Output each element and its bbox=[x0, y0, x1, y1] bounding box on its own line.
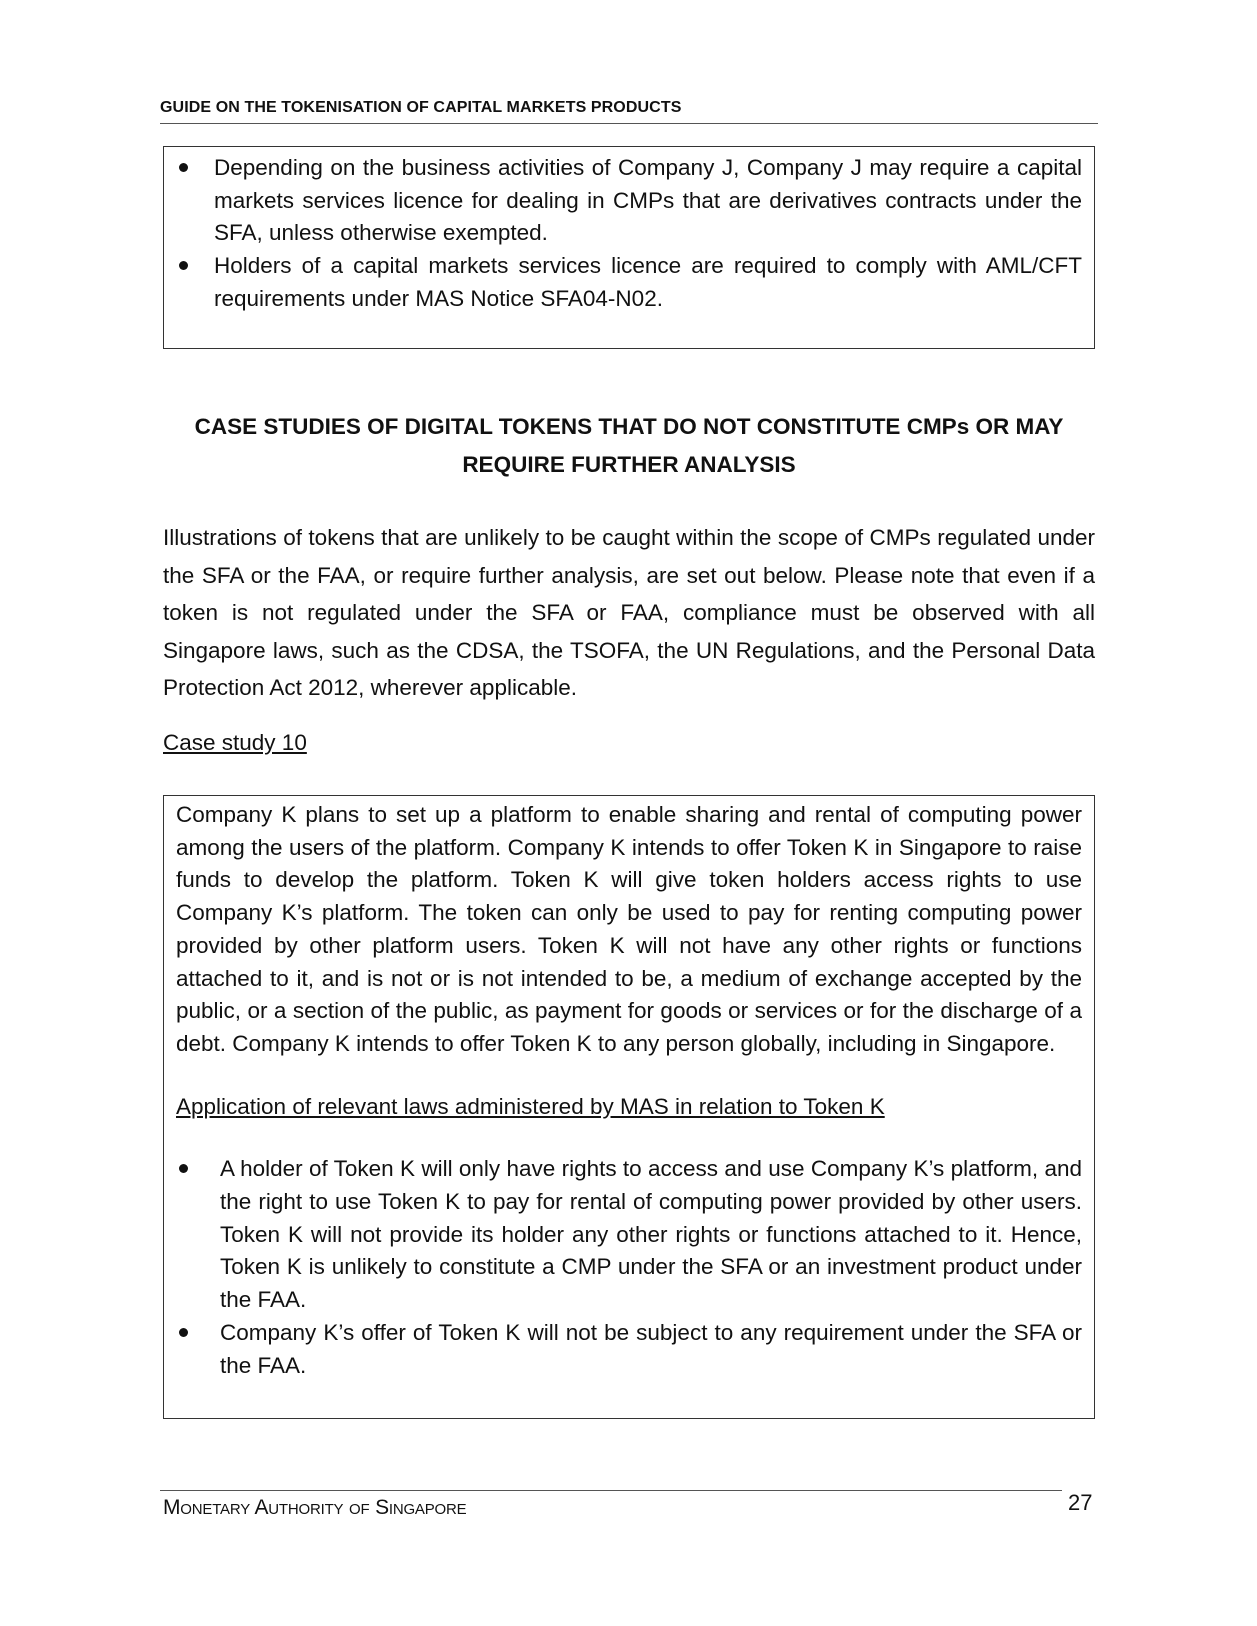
section-heading-line-2: REQUIRE FURTHER ANALYSIS bbox=[462, 452, 796, 477]
list-item-text: Company K’s offer of Token K will not be subject to any requirement under the SFA or the FAA. bbox=[220, 1319, 1082, 1378]
list-item-text: Depending on the business activities of Company J, Company J may require a capital markets services licence for dealing in CMPs that are derivatives contracts under the SFA, unless otherwise exempted. bbox=[214, 155, 1082, 246]
list-item bbox=[176, 1153, 1082, 1317]
case-study-10-box bbox=[163, 795, 1095, 1419]
bullet-icon bbox=[179, 163, 188, 172]
list-item bbox=[176, 1317, 1082, 1382]
bullet-icon bbox=[179, 1328, 188, 1337]
case-study-label: Case study 10 bbox=[163, 730, 307, 755]
header-divider bbox=[160, 123, 1098, 124]
company-j-requirements-box bbox=[163, 146, 1095, 349]
footer-organization: Monetary Authority of Singapore bbox=[163, 1496, 467, 1519]
list-item bbox=[176, 250, 1082, 315]
token-k-bullet-list bbox=[176, 1153, 1082, 1382]
case-study-description: Company K plans to set up a platform to enable sharing and rental of computing power among the users of the platform. Company K intends to offer Token K in Singapore to raise funds to develop the platform. Token K will give token holders access rights to use Company K’s platform. The token can only be used to pay for renting computing power provided by other platform users. Token K will not have any other rights or functions attached to it, and is not or is not intended to be, a medium of exchange accepted by the public, or a section of the public, as payment for goods or services or for the discharge of a debt. Company K intends to offer Token K to any person globally, including in Singapore. bbox=[176, 802, 1082, 1056]
application-heading: Application of relevant laws administered by MAS in relation to Token K bbox=[176, 1093, 885, 1119]
page-number: 27 bbox=[1068, 1490, 1093, 1515]
section-heading bbox=[163, 408, 1095, 484]
list-item bbox=[176, 152, 1082, 250]
company-j-bullet-list bbox=[176, 152, 1082, 316]
intro-paragraph: Illustrations of tokens that are unlikely to be caught within the scope of CMPs regulated under the SFA or the FAA, or require further analysis, are set out below. Please note that even if a token is not regulated under the SFA or FAA, compliance must be observed with all Singapore laws, such as the CDSA, the TSOFA, the UN Regulations, and the Personal Data Protection Act 2012, wherever applicable. bbox=[163, 525, 1095, 700]
list-item-text: A holder of Token K will only have rights to access and use Company K’s platform, and the right to use Token K to pay for rental of computing power provided by other users. Token K will not provide its holder any other rights or functions attached to it. Hence, Token K is unlikely to constitute a CMP under the SFA or an investment product under the FAA. bbox=[220, 1156, 1082, 1313]
list-item-text: Holders of a capital markets services licence are required to comply with AML/CFT requirements under MAS Notice SFA04-N02. bbox=[214, 253, 1082, 311]
footer-divider bbox=[160, 1490, 1062, 1491]
bullet-icon bbox=[179, 1164, 188, 1173]
running-header: GUIDE ON THE TOKENISATION OF CAPITAL MARKETS PRODUCTS bbox=[160, 99, 682, 116]
section-heading-line-1: CASE STUDIES OF DIGITAL TOKENS THAT DO NOT CONSTITUTE CMPs OR MAY bbox=[194, 414, 1064, 439]
bullet-icon bbox=[179, 261, 188, 270]
